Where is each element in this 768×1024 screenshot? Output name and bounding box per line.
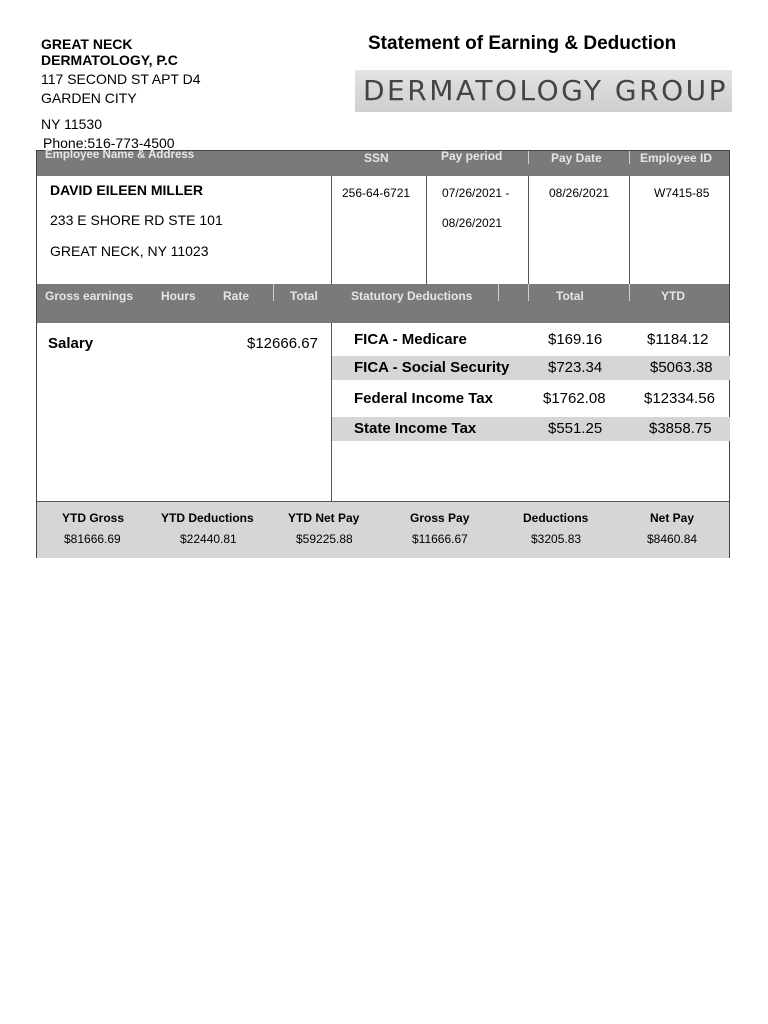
deduction-label: State Income Tax (354, 420, 477, 437)
deduction-ytd: $3858.75 (649, 420, 712, 437)
totals-value: $22440.81 (180, 532, 237, 546)
statement-box (36, 150, 730, 558)
totals-header: YTD Net Pay (288, 511, 360, 525)
earning-label: Salary (48, 335, 94, 352)
pay-period-start: 07/26/2021 - (442, 186, 510, 200)
employee-header-band (37, 151, 729, 176)
totals-header: Deductions (523, 511, 589, 525)
statement-title: Statement of Earning & Deduction (368, 33, 677, 54)
totals-header: Gross Pay (410, 511, 470, 525)
deduction-total: $1762.08 (543, 390, 606, 407)
totals-header: YTD Gross (62, 511, 125, 525)
totals-header: Net Pay (650, 511, 695, 525)
deduction-label: FICA - Social Security (354, 359, 510, 376)
totals-value: $11666.67 (412, 532, 468, 546)
employee-ssn: 256-64-6721 (342, 186, 411, 200)
deduction-row (332, 417, 730, 441)
header-rate: Rate (223, 289, 250, 303)
company-state-zip: NY 11530 (41, 116, 102, 132)
deduction-total: $551.25 (548, 420, 603, 437)
earning-total: $12666.67 (247, 335, 318, 352)
totals-value: $8460.84 (647, 532, 698, 546)
deduction-row (332, 327, 730, 354)
header-employee-name-address: Employee Name & Address (45, 149, 195, 161)
company-phone: Phone:516-773-4500 (43, 135, 175, 151)
employee-id-value: W7415-85 (654, 186, 710, 200)
earnings-header-band (37, 284, 729, 323)
company-logo (355, 70, 732, 112)
totals-value: $59225.88 (296, 532, 353, 546)
pay-period-end: 08/26/2021 (442, 216, 503, 230)
header-ssn: SSN (364, 151, 389, 165)
logo-text: DERMATOLOGY GROUP (363, 74, 729, 107)
header-pay-period: Pay period (441, 149, 503, 163)
totals-header: YTD Deductions (161, 511, 254, 525)
company-name (41, 36, 178, 68)
header-gross-earnings: Gross earnings (45, 289, 134, 303)
header-ytd: YTD (661, 289, 685, 303)
header-employee-id: Employee ID (640, 151, 713, 165)
company-name-line2: DERMATOLOGY, P.C (41, 52, 178, 68)
deduction-total: $169.16 (548, 331, 603, 348)
deduction-label: FICA - Medicare (354, 331, 467, 348)
deduction-ytd: $1184.12 (647, 331, 709, 348)
header-total: Total (290, 289, 318, 303)
totals-band (37, 501, 729, 558)
header-pay-date: Pay Date (551, 151, 602, 165)
header-statutory-deductions: Statutory Deductions (351, 289, 473, 303)
header-hours: Hours (161, 289, 196, 303)
deduction-row (332, 383, 730, 413)
company-address: 117 SECOND ST APT D4 (41, 71, 201, 87)
totals-value: $3205.83 (531, 532, 582, 546)
company-city: GARDEN CITY (41, 90, 137, 106)
employee-address1: 233 E SHORE RD STE 101 (50, 212, 223, 228)
totals-value: $81666.69 (64, 532, 121, 546)
pay-date-value: 08/26/2021 (549, 186, 610, 200)
deduction-label: Federal Income Tax (354, 390, 493, 407)
deduction-ytd: $12334.56 (644, 390, 715, 407)
company-name-line1: GREAT NECK (41, 36, 133, 52)
employee-address2: GREAT NECK, NY 11023 (50, 243, 209, 259)
deduction-total: $723.34 (548, 359, 603, 376)
header-deduction-total: Total (556, 289, 584, 303)
deduction-ytd: $5063.38 (650, 359, 713, 376)
employee-name: DAVID EILEEN MILLER (50, 182, 203, 198)
deduction-row (332, 356, 730, 380)
